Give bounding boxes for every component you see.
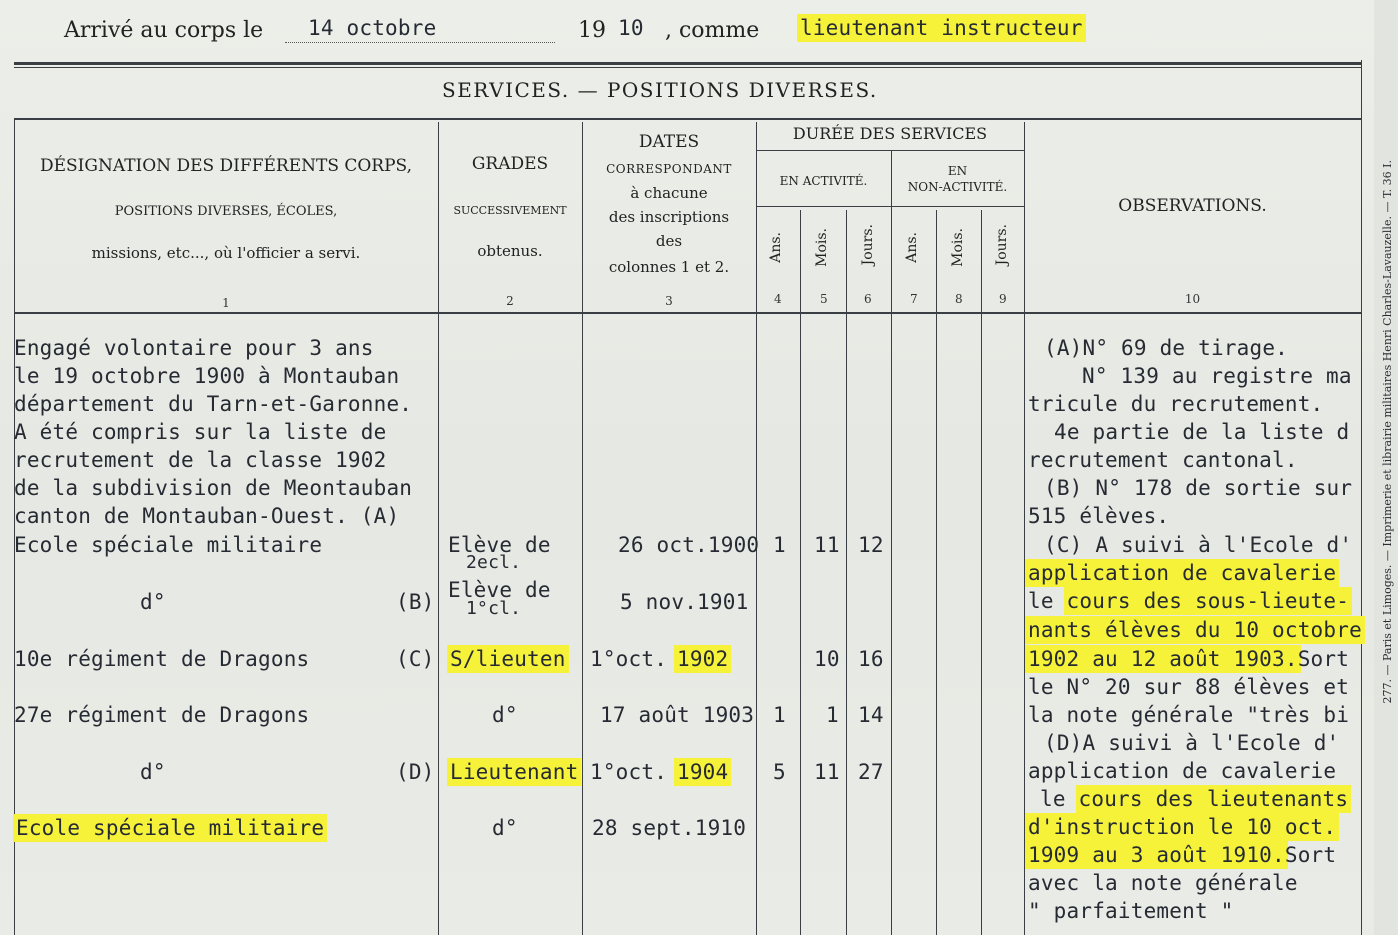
col-line-7 [936, 210, 937, 935]
col2-number: 2 [506, 294, 514, 308]
obs-line-19-highlight: 1909 au 3 août 1910. [1025, 841, 1288, 869]
col1-header-3: missions, etc..., où l'officier a servi. [91, 244, 361, 262]
row-2-mois: 10 [814, 647, 840, 671]
row-2-grade-highlight: S/lieuten [447, 645, 569, 673]
col-line-8 [981, 210, 982, 935]
activite-header: EN ACTIVITÉ. [779, 174, 868, 188]
body-line-5: recrutement de la classe 1902 [14, 448, 387, 472]
obs-line-10-highlight: cours des sous-lieute- [1064, 587, 1353, 615]
year-suffix: 10 [618, 16, 644, 40]
obs-line-11-highlight: nants élèves du 10 octobre [1025, 616, 1365, 644]
body-line-1: Engagé volontaire pour 3 ans [14, 336, 374, 360]
col3-header-4: des inscriptions [608, 208, 730, 226]
col-line-6 [891, 150, 892, 935]
col3-header-5: des [655, 232, 683, 250]
arrive-date: 14 octobre [308, 16, 437, 40]
obs-line-21: " parfaitement " [1028, 899, 1234, 923]
table-top-rule [14, 118, 1362, 120]
body-line-7: canton de Montauban-Ouest. (A) [14, 504, 400, 528]
col3-header-1: DATES [638, 132, 700, 152]
body-line-3: département du Tarn-et-Garonne. [14, 392, 413, 416]
obs-line-20: avec la note générale [1028, 871, 1298, 895]
obs-line-14: la note générale "très bi [1028, 703, 1350, 727]
nonactivite-header-1: EN [947, 164, 968, 178]
rank-highlight: lieutenant instructeur [797, 14, 1086, 42]
row-4-date-highlight: 1904 [674, 758, 731, 786]
body-line-6: de la subdivision de Meontauban [14, 476, 413, 500]
row-4-mois: 11 [814, 760, 840, 784]
row-4-ans: 5 [773, 760, 786, 784]
obs-line-16: application de cavalerie [1028, 759, 1337, 783]
obs-line-5: recrutement cantonal. [1028, 448, 1298, 472]
row-0-grade-1: Elève de [448, 533, 551, 557]
col1-header-2: POSITIONS DIVERSES, ÉCOLES, [114, 204, 338, 219]
year-prefix: 19 [578, 18, 606, 43]
row-3-jours: 14 [858, 703, 884, 727]
jours-header: Jours. [860, 224, 876, 266]
obs-line-2: N° 139 au registre ma [1082, 364, 1352, 388]
body-line-4: A été compris sur la liste de [14, 420, 387, 444]
obs-line-7: 515 élèves. [1028, 504, 1170, 528]
row-5-grade: d° [492, 816, 518, 840]
mois-header-2: Mois. [950, 228, 966, 267]
obs-line-19-suffix: Sort [1284, 843, 1337, 867]
row-1-grade-2: 1°cl. [466, 598, 522, 619]
col3-number: 3 [665, 294, 673, 308]
obs-line-12-suffix: Sort [1297, 647, 1350, 671]
row-2-ref: (C) [396, 647, 435, 671]
obs-line-17-highlight: cours des lieutenants [1076, 785, 1352, 813]
sub-underline [756, 206, 1024, 207]
col2-header-3: obtenus. [477, 242, 543, 260]
obs-line-6: (B) N° 178 de sortie sur [1044, 476, 1353, 500]
obs-line-17-prefix: le [1040, 787, 1066, 811]
col4-number: 4 [774, 292, 782, 306]
col9-number: 9 [999, 292, 1007, 306]
col-line-3 [756, 122, 757, 935]
obs-line-15: (D)A suivi à l'Ecole d' [1044, 731, 1340, 755]
row-3-ans: 1 [773, 703, 786, 727]
obs-line-3: tricule du recrutement. [1028, 392, 1324, 416]
obs-line-12-highlight: 1902 au 12 août 1903. [1025, 645, 1301, 673]
row-2-corps: 10e régiment de Dragons [14, 647, 310, 671]
ans-header: Ans. [768, 232, 784, 263]
row-3-corps: 27e régiment de Dragons [14, 703, 310, 727]
row-3-date: 17 août 1903 [600, 703, 755, 727]
col6-number: 6 [864, 292, 872, 306]
row-2-jours: 16 [858, 647, 884, 671]
obs-line-18-highlight: d'instruction le 10 oct. [1025, 813, 1339, 841]
col2-header-2: SUCCESSIVEMENT [453, 204, 567, 217]
row-4-jours: 27 [858, 760, 884, 784]
row-1-date: 5 nov.1901 [620, 590, 749, 614]
row-3-grade: d° [492, 703, 518, 727]
col1-number: 1 [222, 296, 230, 310]
col10-number: 10 [1184, 292, 1201, 306]
col8-number: 8 [955, 292, 963, 306]
obs-line-4: 4e partie de la liste d [1054, 420, 1350, 444]
mois-header: Mois. [814, 228, 830, 267]
obs-line-9-highlight: application de cavalerie [1025, 559, 1339, 587]
col5-number: 5 [820, 292, 828, 306]
obs-line-8: (C) A suivi à l'Ecole d' [1044, 533, 1353, 557]
row-4-ref: (D) [396, 760, 435, 784]
row-3-mois: 1 [826, 703, 839, 727]
row-0-date: 26 oct.1900 [618, 533, 760, 557]
ans-header-2: Ans. [904, 232, 920, 263]
row-4-corps: d° [140, 760, 166, 784]
row-4-date-a: 1°oct. [590, 760, 668, 784]
col7-number: 7 [910, 292, 918, 306]
row-5-date: 28 sept.1910 [592, 816, 747, 840]
col3-header-6: colonnes 1 et 2. [608, 258, 730, 276]
row-1-corps: d° [140, 590, 166, 614]
row-0-jours: 12 [858, 533, 884, 557]
row-5-corps-highlight: Ecole spéciale militaire [13, 814, 327, 842]
duree-underline [756, 150, 1024, 151]
obs-line-10-prefix: le [1028, 589, 1054, 613]
top-rule-thin [14, 67, 1362, 68]
nonactivite-header-2: NON-ACTIVITÉ. [907, 180, 1008, 194]
col-line-right [1361, 60, 1362, 935]
body-line-2: le 19 octobre 1900 à Montauban [14, 364, 400, 388]
row-0-grade-2: 2ecl. [466, 552, 522, 573]
col3-header-2: CORRESPONDANT [606, 162, 732, 176]
section-title: SERVICES. — POSITIONS DIVERSES. [442, 78, 878, 102]
row-1-ref: (B) [396, 590, 435, 614]
arrive-label: Arrivé au corps le [64, 18, 264, 43]
col3-header-3: à chacune [630, 184, 708, 202]
col2-header-1: GRADES [471, 154, 549, 174]
obs-line-1: (A)N° 69 de tirage. [1044, 336, 1289, 360]
date-dotted-line [285, 42, 555, 43]
top-rule [14, 62, 1362, 65]
obs-line-13: le N° 20 sur 88 élèves et [1028, 675, 1350, 699]
obs-header: OBSERVATIONS. [1118, 196, 1267, 216]
row-4-grade-highlight: Lieutenant [447, 758, 581, 786]
header-bottom-rule [14, 312, 1362, 314]
row-0-mois: 11 [814, 533, 840, 557]
row-2-date-highlight: 1902 [674, 645, 731, 673]
comme-label: , comme [665, 18, 760, 43]
row-1-grade-1: Elève de [448, 578, 551, 602]
row-2-date-a: 1°oct. [590, 647, 668, 671]
col-line-4 [800, 210, 801, 935]
printer-imprint: 277. — Paris et Limoges. — Imprimerie et librairie militaires Henri Charles-Lavauzelle. — T. 36 I. [1381, 160, 1394, 704]
row-0-corps: Ecole spéciale militaire [14, 533, 323, 557]
duree-header: DURÉE DES SERVICES [792, 124, 988, 143]
jours-header-2: Jours. [994, 224, 1010, 266]
row-0-ans: 1 [773, 533, 786, 557]
col-line-5 [846, 210, 847, 935]
col1-header-1: DÉSIGNATION DES DIFFÉRENTS CORPS, [39, 156, 412, 176]
